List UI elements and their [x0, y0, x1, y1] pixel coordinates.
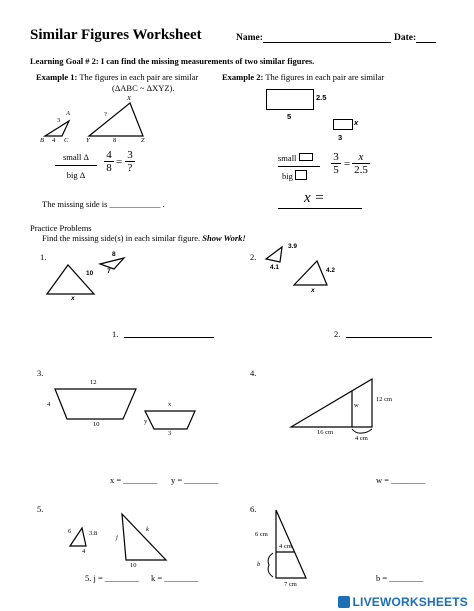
footer-text: LIVEWORKSHEETS	[352, 595, 468, 609]
example2-eq: =	[344, 158, 351, 170]
p2-answer-num: 2.	[334, 329, 341, 339]
ex2-frac2-den: 2.5	[352, 163, 370, 176]
p2-label-42: 4.2	[326, 267, 336, 274]
p5-small-triangle	[70, 528, 86, 546]
p4-label-4cm: 4 cm	[355, 435, 368, 442]
p1-label-7: 7	[107, 268, 111, 275]
learning-goal: Learning Goal # 2: I can find the missing measurements of two similar figures.	[30, 56, 315, 66]
liveworksheets-logo	[338, 595, 468, 609]
frac1-den: 8	[104, 161, 114, 174]
show-work: Show Work!	[202, 233, 246, 243]
ex2-frac1-num: 3	[333, 151, 339, 163]
p1-answer-line[interactable]	[124, 337, 214, 338]
label-8: 8	[113, 137, 117, 144]
practice-heading: Practice Problems	[30, 223, 92, 233]
label-x: X	[127, 95, 131, 102]
example2-answer: x =	[304, 190, 325, 206]
p2-answer-line[interactable]	[346, 337, 432, 338]
ratio-small: small Δ	[62, 152, 89, 162]
p1-small-triangle	[100, 258, 124, 269]
big-rect-h: 2.5	[316, 93, 327, 102]
frac2-num: 3	[127, 149, 133, 161]
ex2-frac2-num: x	[358, 151, 364, 163]
frac2-den: ?	[125, 161, 135, 174]
logo-icon	[338, 596, 350, 608]
p1-number: 1.	[40, 252, 47, 262]
label-a: A	[66, 110, 70, 117]
p2-big-triangle	[294, 261, 327, 285]
p2-label-41: 4.1	[270, 264, 280, 271]
page-title: Similar Figures Worksheet	[30, 27, 202, 43]
p1-label-x: x	[71, 295, 75, 302]
p4-answer[interactable]: w = ________	[376, 475, 426, 485]
p3-label-12: 12	[90, 379, 97, 386]
p4-big-triangle	[291, 379, 372, 427]
p4-brace	[352, 429, 372, 433]
p2-small-triangle	[266, 247, 282, 262]
p2-label-39: 3.9	[288, 243, 298, 250]
ex2-frac1-den: 5	[331, 163, 341, 176]
p4-label-12cm: 12 cm	[376, 396, 393, 403]
example1-heading: Example 1:	[36, 72, 78, 82]
p3-small-trapezoid	[145, 411, 195, 429]
p5-label-6: 6	[68, 528, 72, 535]
label-z: Z	[141, 137, 145, 144]
p6-label-4cm: 4 cm	[279, 543, 292, 550]
p5-number: 5.	[37, 504, 44, 514]
p2-number: 2.	[250, 252, 257, 262]
ratio-big-label: big	[282, 171, 293, 181]
example2-desc: The figures in each pair are similar	[265, 72, 385, 82]
example1-eq: =	[116, 156, 123, 168]
instructions-text: Find the missing side(s) in each similar figure.	[42, 233, 201, 243]
small-rect-w: 3	[338, 133, 343, 142]
p1-label-10: 10	[86, 270, 94, 277]
missing-side-label: The missing side is	[42, 199, 108, 209]
p5-label-10: 10	[130, 562, 137, 569]
p5-label-38: 3.8	[89, 530, 98, 537]
p6-label-b: b	[257, 561, 261, 568]
label-question: ?	[104, 111, 107, 118]
p3-number: 3.	[37, 368, 44, 378]
p4-label-16cm: 16 cm	[317, 429, 334, 436]
p4-number: 4.	[250, 368, 257, 378]
p3-answer-x[interactable]: x = ________	[110, 475, 158, 485]
p5-label-k: k	[146, 526, 149, 533]
p6-label-6cm: 6 cm	[255, 531, 268, 538]
example1-similarity: (ΔABC ~ ΔXYZ).	[112, 83, 175, 93]
p1-label-8: 8	[112, 251, 116, 258]
p3-label-4: 4	[47, 401, 51, 408]
p6-label-7cm: 7 cm	[284, 581, 297, 588]
label-4: 4	[52, 137, 56, 144]
p5-label-j: j	[116, 534, 118, 541]
example2-heading: Example 2:	[222, 72, 264, 82]
p4-label-w: w	[354, 402, 359, 409]
p3-big-trapezoid	[55, 389, 136, 419]
ratio-small-label: small	[278, 153, 297, 163]
p3-label-x: x	[168, 401, 172, 408]
label-c: C	[64, 137, 69, 144]
p5-answer-j[interactable]: 5. j = ________	[85, 573, 139, 583]
p3-label-3: 3	[168, 430, 172, 437]
missing-side-blank: ____________ .	[109, 199, 165, 209]
small-rect-h: x	[354, 118, 359, 127]
label-y: Y	[86, 137, 90, 144]
label-b: B	[40, 137, 44, 144]
p5-answer-k[interactable]: k = ________	[151, 573, 199, 583]
p3-answer-y[interactable]: y = ________	[171, 475, 219, 485]
p6-number: 6.	[250, 504, 257, 514]
name-label: Name:	[236, 33, 263, 43]
p3-label-10: 10	[93, 421, 100, 428]
label-3: 3	[57, 117, 61, 124]
p5-label-4: 4	[82, 548, 86, 555]
p6-answer[interactable]: b = ________	[376, 573, 424, 583]
ratio-big: big Δ	[55, 165, 97, 180]
frac1-num: 4	[106, 149, 112, 161]
p3-label-y: y	[144, 418, 148, 425]
p2-label-x: x	[311, 287, 315, 294]
example1-desc: The figures in each pair are similar	[79, 72, 199, 82]
p5-big-triangle	[122, 514, 166, 560]
p6-brace	[268, 553, 273, 577]
big-rect-w: 5	[287, 112, 292, 121]
p1-answer-num: 1.	[112, 329, 119, 339]
date-label: Date:	[394, 33, 417, 43]
